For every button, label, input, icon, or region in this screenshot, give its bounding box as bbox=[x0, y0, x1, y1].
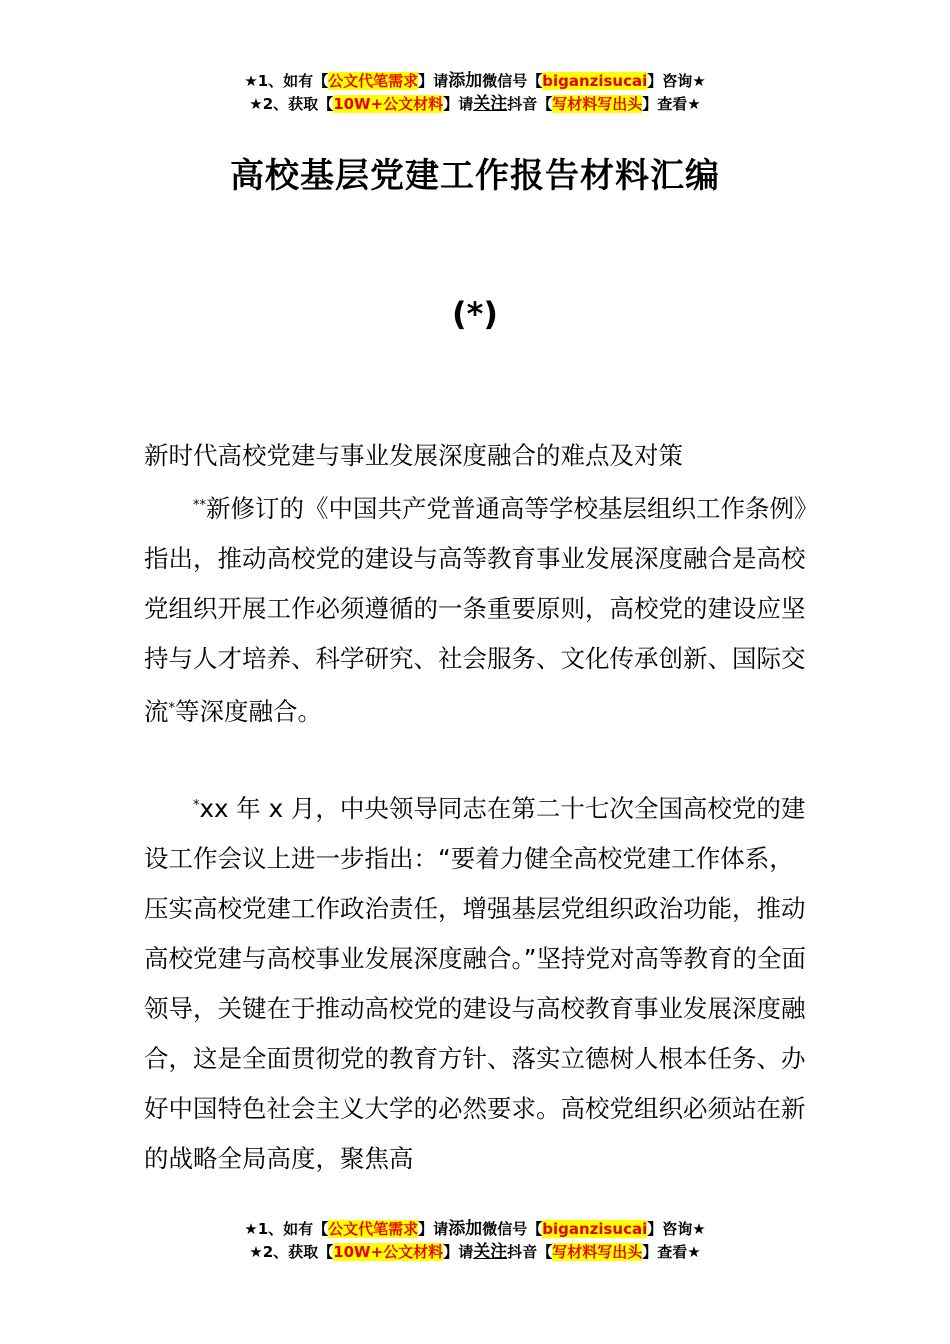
promo-highlight-douyin: 写材料写出头 bbox=[552, 1243, 643, 1261]
promo-line-1-mid-a: 】请 bbox=[418, 1220, 449, 1238]
promo-line-1-bottom bbox=[0, 1218, 950, 1241]
paragraph-1-text: 新修订的《中国共产党普通高等学校基层组织工作条例》指出，推动高校党的建设与高等教育事业发展深度融合是高校党组织开展工作必须遵循的一条重要原则，高校党的建设应坚持与人才培养、科学研究、社会服务、文化传承创新、国际交流 bbox=[144, 493, 807, 726]
promo-line-2-prefix: ★2、获取【 bbox=[249, 1243, 334, 1261]
promo-line-1-prefix: ★1、如有【 bbox=[244, 1220, 329, 1238]
paragraph-2 bbox=[144, 781, 809, 1184]
promo-line-1-suffix: 】咨询★ bbox=[647, 1220, 706, 1238]
promo-line-1-suffix: 】咨询★ bbox=[647, 72, 706, 90]
document-title: 高校基层党建工作报告材料汇编 bbox=[230, 156, 720, 196]
promo-line-2-mid-a: 】请 bbox=[443, 1243, 474, 1261]
paragraph-1-mark-2: * bbox=[168, 700, 175, 716]
promo-highlight-service: 公文代笔需求 bbox=[328, 1220, 419, 1238]
paragraph-1 bbox=[144, 481, 809, 737]
promo-line-2-mid-b: 抖音【 bbox=[507, 1243, 553, 1261]
paragraph-2-mark: * bbox=[193, 798, 200, 813]
promo-highlight-douyin: 写材料写出头 bbox=[552, 95, 643, 113]
promo-highlight-materials: 10W+公文材料 bbox=[333, 1243, 444, 1261]
paragraph-2-text: xx 年 x 月，中央领导同志在第二十七次全国高校党的建设工作会议上进一步指出：“要着力健全高校党建工作体系，压实高校党建工作政治责任，增强基层党组织政治功能，推动高校党建与高校事业发展深度融合。”坚持党对高等教育的全面领导，关键在于推动高校党的建设与高校教育事业发展深度融合，这是全面贯彻党的教育方针、落实立德树人根本任务、办好中国特色社会主义大学的必然要求。高校党组织必须站在新的战略全局高度，聚焦高 bbox=[144, 793, 806, 1173]
promo-line-1-emphasis: 添加 bbox=[448, 1219, 483, 1239]
promo-line-2-emphasis: 关注 bbox=[473, 1242, 508, 1262]
promo-line-1-mid-b: 微信号【 bbox=[482, 1220, 543, 1238]
promo-line-1-mid-a: 】请 bbox=[418, 72, 449, 90]
promo-line-1-mid-b: 微信号【 bbox=[482, 72, 543, 90]
promo-line-2-mid-b: 抖音【 bbox=[507, 95, 553, 113]
article-subtitle: 新时代高校党建与事业发展深度融合的难点及对策 bbox=[144, 441, 683, 470]
bottom-promo-banner bbox=[0, 1218, 950, 1264]
promo-highlight-materials: 10W+公文材料 bbox=[333, 95, 444, 113]
promo-highlight-wechat: biganzisucai bbox=[542, 1220, 648, 1238]
promo-highlight-service: 公文代笔需求 bbox=[328, 72, 419, 90]
promo-line-2-suffix: 】查看★ bbox=[642, 95, 701, 113]
promo-highlight-wechat: biganzisucai bbox=[542, 72, 648, 90]
promo-line-2-prefix: ★2、获取【 bbox=[249, 95, 334, 113]
promo-line-1-emphasis: 添加 bbox=[448, 71, 483, 91]
promo-line-1-prefix: ★1、如有【 bbox=[244, 72, 329, 90]
paragraph-1-text-end: 等深度融合。 bbox=[175, 696, 322, 726]
promo-line-2-emphasis: 关注 bbox=[473, 94, 508, 114]
promo-line-2-bottom bbox=[0, 1241, 950, 1264]
top-promo-banner bbox=[0, 70, 950, 116]
paragraph-1-mark: ** bbox=[193, 498, 206, 513]
section-marker: (*) bbox=[452, 295, 498, 333]
promo-line-2 bbox=[0, 93, 950, 116]
promo-line-2-suffix: 】查看★ bbox=[642, 1243, 701, 1261]
promo-line-2-mid-a: 】请 bbox=[443, 95, 474, 113]
promo-line-1 bbox=[0, 70, 950, 93]
